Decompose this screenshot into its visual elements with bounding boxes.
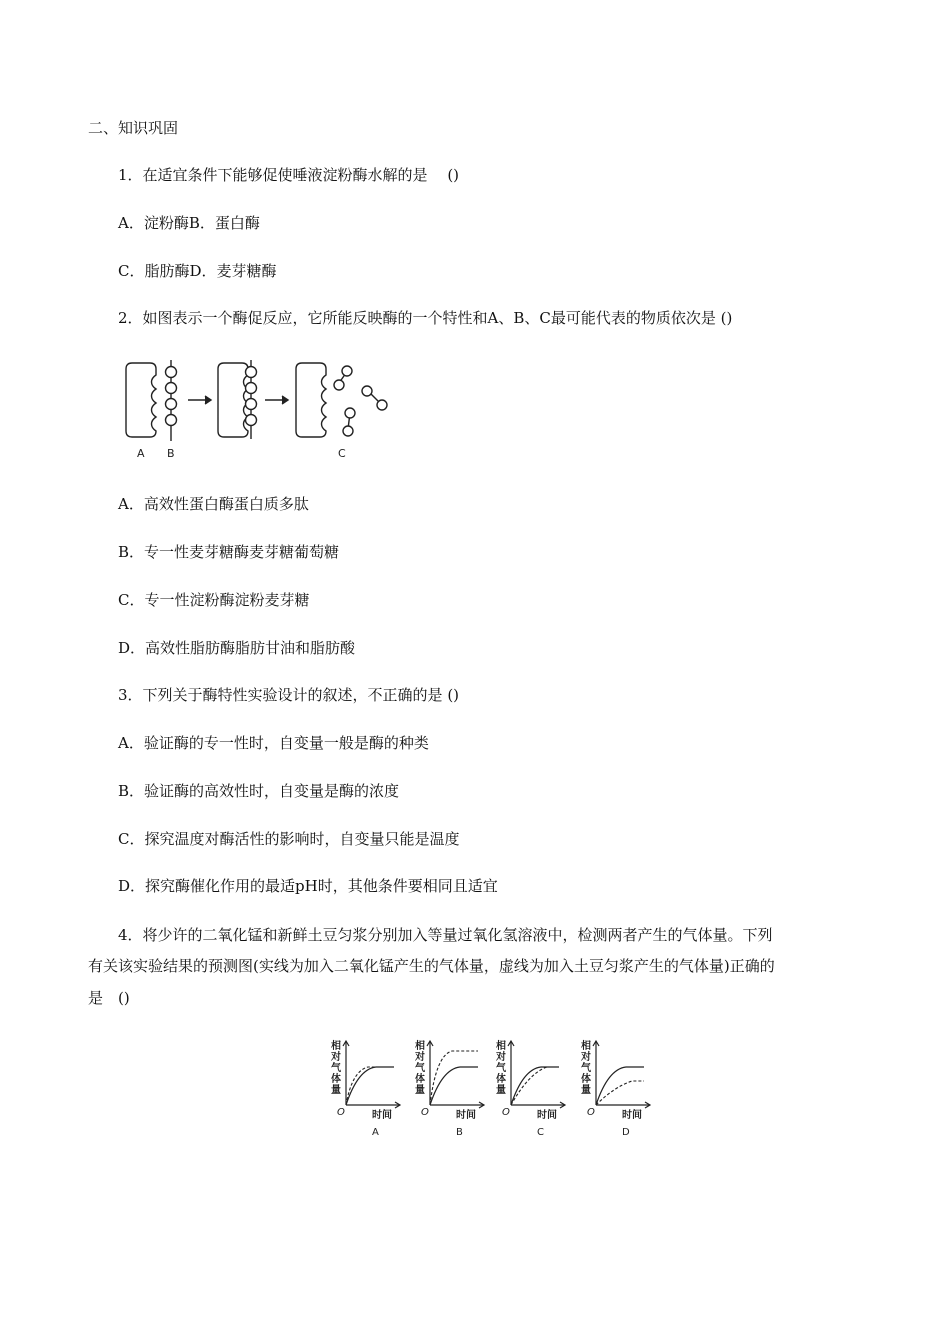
graph-ylabel-char: 对 — [581, 1052, 591, 1063]
graph-dashed-curve — [430, 1051, 478, 1105]
q2-option-d: D．高效性脂肪酶脂肪甘油和脂肪酸 — [118, 639, 356, 657]
q3-option-d: D．探究酶催化作用的最适pH时，其他条件要相同且适宜 — [118, 877, 498, 895]
q2-option-c: C．专一性淀粉酶淀粉麦芽糖 — [118, 591, 310, 609]
q4-stem-line1: 4．将少许的二氧化锰和新鲜土豆匀浆分别加入等量过氧化氢溶液中，检测两者产生的气体量。下列 — [118, 926, 773, 944]
q4-stem-line3: 是 () — [88, 989, 130, 1007]
q1-options-ab: A．淀粉酶B．蛋白酶 — [118, 214, 260, 232]
graph-name: D — [622, 1127, 630, 1138]
graph-ylabel-char: 相 — [581, 1041, 591, 1052]
graph-dashed-curve — [346, 1067, 394, 1105]
substrate-bead — [166, 367, 177, 378]
substrate-bead — [166, 383, 177, 394]
substrate-bead — [246, 367, 257, 378]
graph-xlabel: 时间 — [622, 1110, 642, 1121]
graph-ylabel-char: 量 — [496, 1085, 506, 1096]
graph-ylabel-char: 相 — [415, 1041, 425, 1052]
product-bead — [362, 386, 372, 396]
graph-name: A — [372, 1127, 379, 1138]
graph-dashed-curve — [596, 1081, 644, 1105]
graph-ylabel-char: 体 — [581, 1074, 591, 1085]
q2-option-b: B．专一性麦芽糖酶麦芽糖葡萄糖 — [118, 543, 340, 561]
q4-graphs — [328, 1035, 668, 1145]
graph-ylabel-char: 量 — [415, 1085, 425, 1096]
graph-ylabel-char: 量 — [581, 1085, 591, 1096]
graph-solid-curve — [346, 1067, 394, 1105]
substrate-bead — [246, 399, 257, 410]
q1-options-cd: C．脂肪酶D．麦芽糖酶 — [118, 262, 277, 280]
graph-origin: O — [502, 1107, 510, 1118]
graph-dashed-curve — [511, 1067, 559, 1105]
graph-d — [580, 1039, 650, 1138]
product-bead — [342, 366, 352, 376]
q3-option-c: C．探究温度对酶活性的影响时，自变量只能是温度 — [118, 830, 460, 848]
graph-ylabel-char: 相 — [331, 1041, 341, 1052]
q1-stem: 1．在适宜条件下能够促使唾液淀粉酶水解的是 () — [118, 166, 460, 184]
graph-a — [330, 1039, 400, 1138]
product-bead — [334, 380, 344, 390]
arrowhead — [282, 396, 288, 404]
graph-xlabel: 时间 — [456, 1110, 476, 1121]
graph-ylabel-char: 对 — [496, 1052, 506, 1063]
substrate-bead — [166, 415, 177, 426]
arrowhead — [205, 396, 211, 404]
substrate-bead — [246, 415, 257, 426]
graph-name: C — [537, 1127, 544, 1138]
graph-origin: O — [421, 1107, 429, 1118]
graph-ylabel-char: 气 — [581, 1063, 591, 1074]
enzyme-shape-1 — [126, 363, 156, 437]
graph-ylabel-char: 对 — [331, 1052, 341, 1063]
graph-c — [495, 1039, 565, 1138]
q3-option-a: A．验证酶的专一性时，自变量一般是酶的种类 — [118, 734, 429, 752]
q3-option-b: B．验证酶的高效性时，自变量是酶的浓度 — [118, 782, 400, 800]
enzyme-shape-3 — [296, 363, 326, 437]
graph-origin: O — [337, 1107, 345, 1118]
graph-ylabel-char: 气 — [496, 1063, 506, 1074]
graph-ylabel-char: 相 — [496, 1041, 506, 1052]
graph-ylabel-char: 气 — [331, 1063, 341, 1074]
graph-ylabel-char: 对 — [415, 1052, 425, 1063]
graph-ylabel-char: 量 — [331, 1085, 341, 1096]
graph-b — [414, 1039, 484, 1138]
graph-ylabel-char: 体 — [331, 1074, 341, 1085]
product-bead — [343, 426, 353, 436]
graph-ylabel-char: 体 — [415, 1074, 425, 1085]
q2-option-a: A．高效性蛋白酶蛋白质多肽 — [118, 495, 309, 513]
enzyme-shape-2 — [218, 363, 248, 437]
substrate-bead — [166, 399, 177, 410]
graph-origin: O — [587, 1107, 595, 1118]
graph-solid-curve — [511, 1067, 559, 1105]
graph-xlabel: 时间 — [372, 1110, 392, 1121]
figure-label-a: A — [137, 447, 145, 460]
graph-solid-curve — [430, 1067, 478, 1105]
graph-ylabel-char: 体 — [496, 1074, 506, 1085]
substrate-bead — [246, 383, 257, 394]
graph-xlabel: 时间 — [537, 1110, 557, 1121]
product-bead — [345, 408, 355, 418]
graph-name: B — [456, 1127, 463, 1138]
product-bead — [377, 400, 387, 410]
figure-label-c: C — [338, 447, 346, 460]
q4-stem-line2: 有关该实验结果的预测图(实线为加入二氧化锰产生的气体量，虚线为加入土豆匀浆产生的气体量)正确的 — [88, 957, 775, 975]
graph-ylabel-char: 气 — [415, 1063, 425, 1074]
q2-stem: 2．如图表示一个酶促反应，它所能反映酶的一个特性和A、B、C最可能代表的物质依次是 () — [118, 309, 733, 327]
q3-stem: 3．下列关于酶特性实验设计的叙述，不正确的是 () — [118, 686, 460, 704]
section-title: 二、知识巩固 — [88, 119, 179, 137]
q2-enzyme-figure — [110, 355, 410, 465]
figure-label-b: B — [167, 447, 175, 460]
